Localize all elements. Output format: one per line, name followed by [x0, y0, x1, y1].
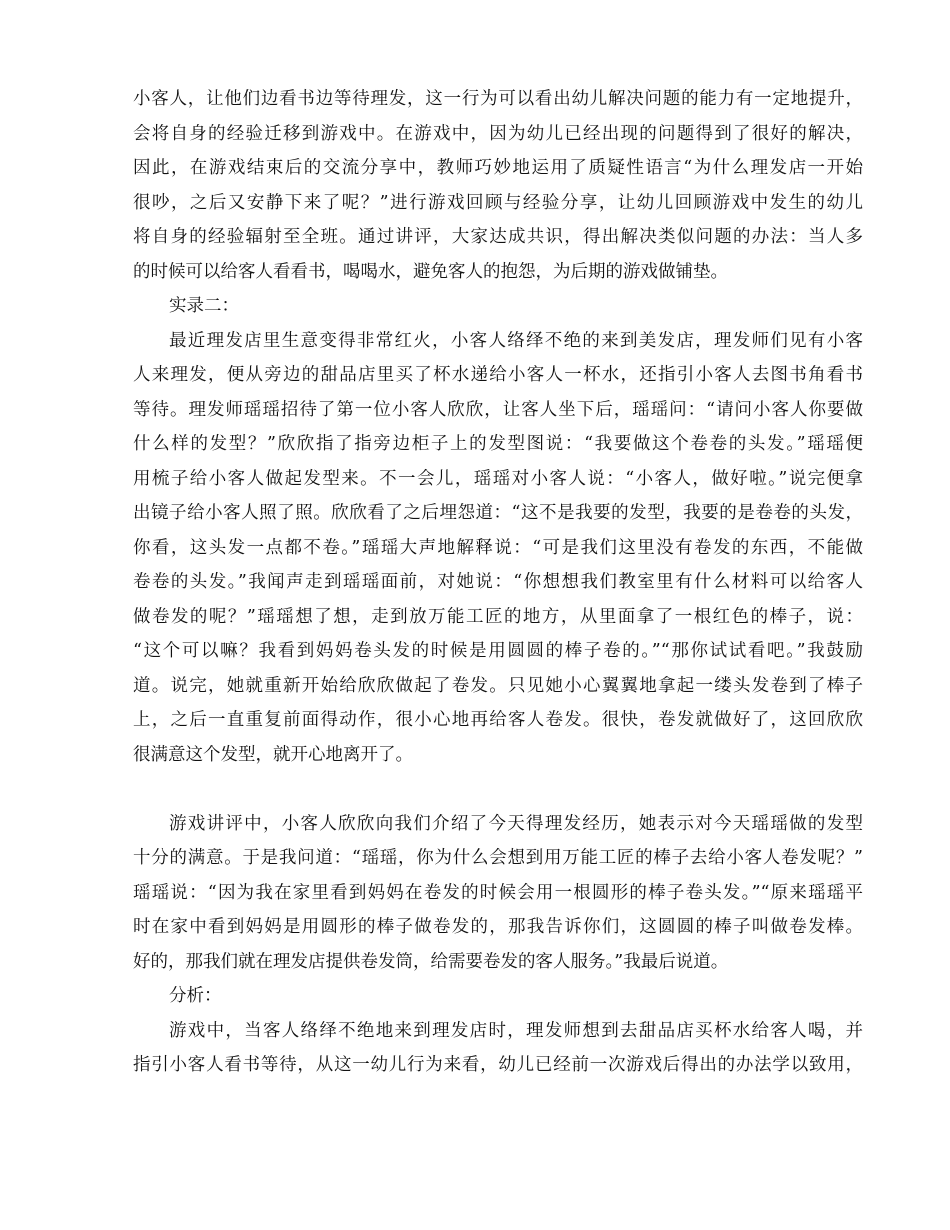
heading-text: 分析： — [169, 986, 222, 1006]
text-line: 什么样的发型？”欣欣指了指旁边柜子上的发型图说：“我要做这个卷卷的头发。”瑶瑶便 — [133, 434, 863, 454]
text-line: 道。说完，她就重新开始给欣欣做起了卷发。只见她小心翼翼地拿起一缕头发卷到了棒子 — [133, 675, 863, 696]
text-line: 的时候可以给客人看看书，喝喝水，避免客人的抱怨，为后期的游戏做铺垫。 — [133, 261, 728, 282]
text-line: 上，之后一直重复前面得动作，很小心地再给客人卷发。很快，卷发就做好了，这回欣欣 — [133, 710, 863, 730]
text-line: 卷卷的头发。”我闻声走到瑶瑶面前，对她说：“你想想我们教室里有什么材料可以给客人 — [133, 572, 863, 592]
document-page — [133, 82, 863, 1083]
text-line: 你看，这头发一点都不卷。”瑶瑶大声地解释说：“可是我们这里没有卷发的东西，不能做 — [133, 537, 863, 558]
text-line: 很满意这个发型，就开心地离开了。 — [133, 744, 413, 765]
text-line: 将自身的经验辐射至全班。通过讲评，大家达成共识，得出解决类似问题的办法：当人多 — [133, 227, 863, 247]
text-line: 瑶瑶说：“因为我在家里看到妈妈在卷发的时候会用一根圆形的棒子卷头发。”“原来瑶瑶平 — [133, 882, 863, 903]
text-line: “这个可以嘛？我看到妈妈卷头发的时候是用圆圆的棒子卷的。”“那你试试看吧。”我鼓励 — [133, 641, 863, 661]
text-line: 会将自身的经验迁移到游戏中。在游戏中，因为幼儿已经出现的问题得到了很好的解决， — [133, 123, 863, 144]
text-line: 游戏中，当客人络绎不绝地来到理发店时，理发师想到去甜品店买杯水给客人喝，并 — [169, 1020, 863, 1041]
section-heading — [133, 289, 863, 324]
heading-text: 实录二： — [169, 296, 239, 316]
text-line: 出镜子给小客人照了照。欣欣看了之后埋怨道：“这不是我要的发型，我要的是卷卷的头发， — [133, 503, 863, 523]
paragraph — [133, 807, 863, 980]
text-line: 用梳子给小客人做起发型来。不一会儿，瑶瑶对小客人说：“小客人，做好啦。”说完便拿 — [133, 468, 863, 489]
text-line: 最近理发店里生意变得非常红火，小客人络绎不绝的来到美发店，理发师们见有小客 — [169, 330, 863, 351]
text-line: 游戏讲评中，小客人欣欣向我们介绍了今天得理发经历，她表示对今天瑶瑶做的发型 — [169, 813, 863, 834]
text-line: 时在家中看到妈妈是用圆形的棒子做卷发的，那我告诉你们，这圆圆的棒子叫做卷发棒。 — [133, 917, 863, 937]
text-line: 人来理发，便从旁边的甜品店里买了杯水递给小客人一杯水，还指引小客人去图书角看书 — [133, 365, 863, 385]
paragraph-gap — [133, 772, 863, 807]
text-line: 很吵，之后又安静下来了呢？”进行游戏回顾与经验分享，让幼儿回顾游戏中发生的幼儿 — [133, 192, 863, 213]
paragraph — [133, 82, 863, 289]
text-line: 十分的满意。于是我问道：“瑶瑶，你为什么会想到用万能工匠的棒子去给小客人卷发呢？” — [133, 848, 863, 868]
text-line: 好的，那我们就在理发店提供卷发筒，给需要卷发的客人服务。”我最后说道。 — [133, 951, 729, 972]
text-line: 指引小客人看书等待，从这一幼儿行为来看，幼儿已经前一次游戏后得出的办法学以致用， — [133, 1055, 863, 1075]
text-line: 小客人，让他们边看书边等待理发，这一行为可以看出幼儿解决问题的能力有一定地提升， — [133, 89, 863, 109]
text-line: 做卷发的呢？”瑶瑶想了想，走到放万能工匠的地方，从里面拿了一根红色的棒子，说： — [133, 606, 863, 627]
text-line: 等待。理发师瑶瑶招待了第一位小客人欣欣，让客人坐下后，瑶瑶问：“请问小客人你要做 — [133, 399, 863, 420]
paragraph — [133, 1014, 863, 1083]
text-line: 因此，在游戏结束后的交流分享中，教师巧妙地运用了质疑性语言“为什么理发店一开始 — [133, 158, 863, 178]
paragraph — [133, 324, 863, 773]
section-heading — [133, 979, 863, 1014]
